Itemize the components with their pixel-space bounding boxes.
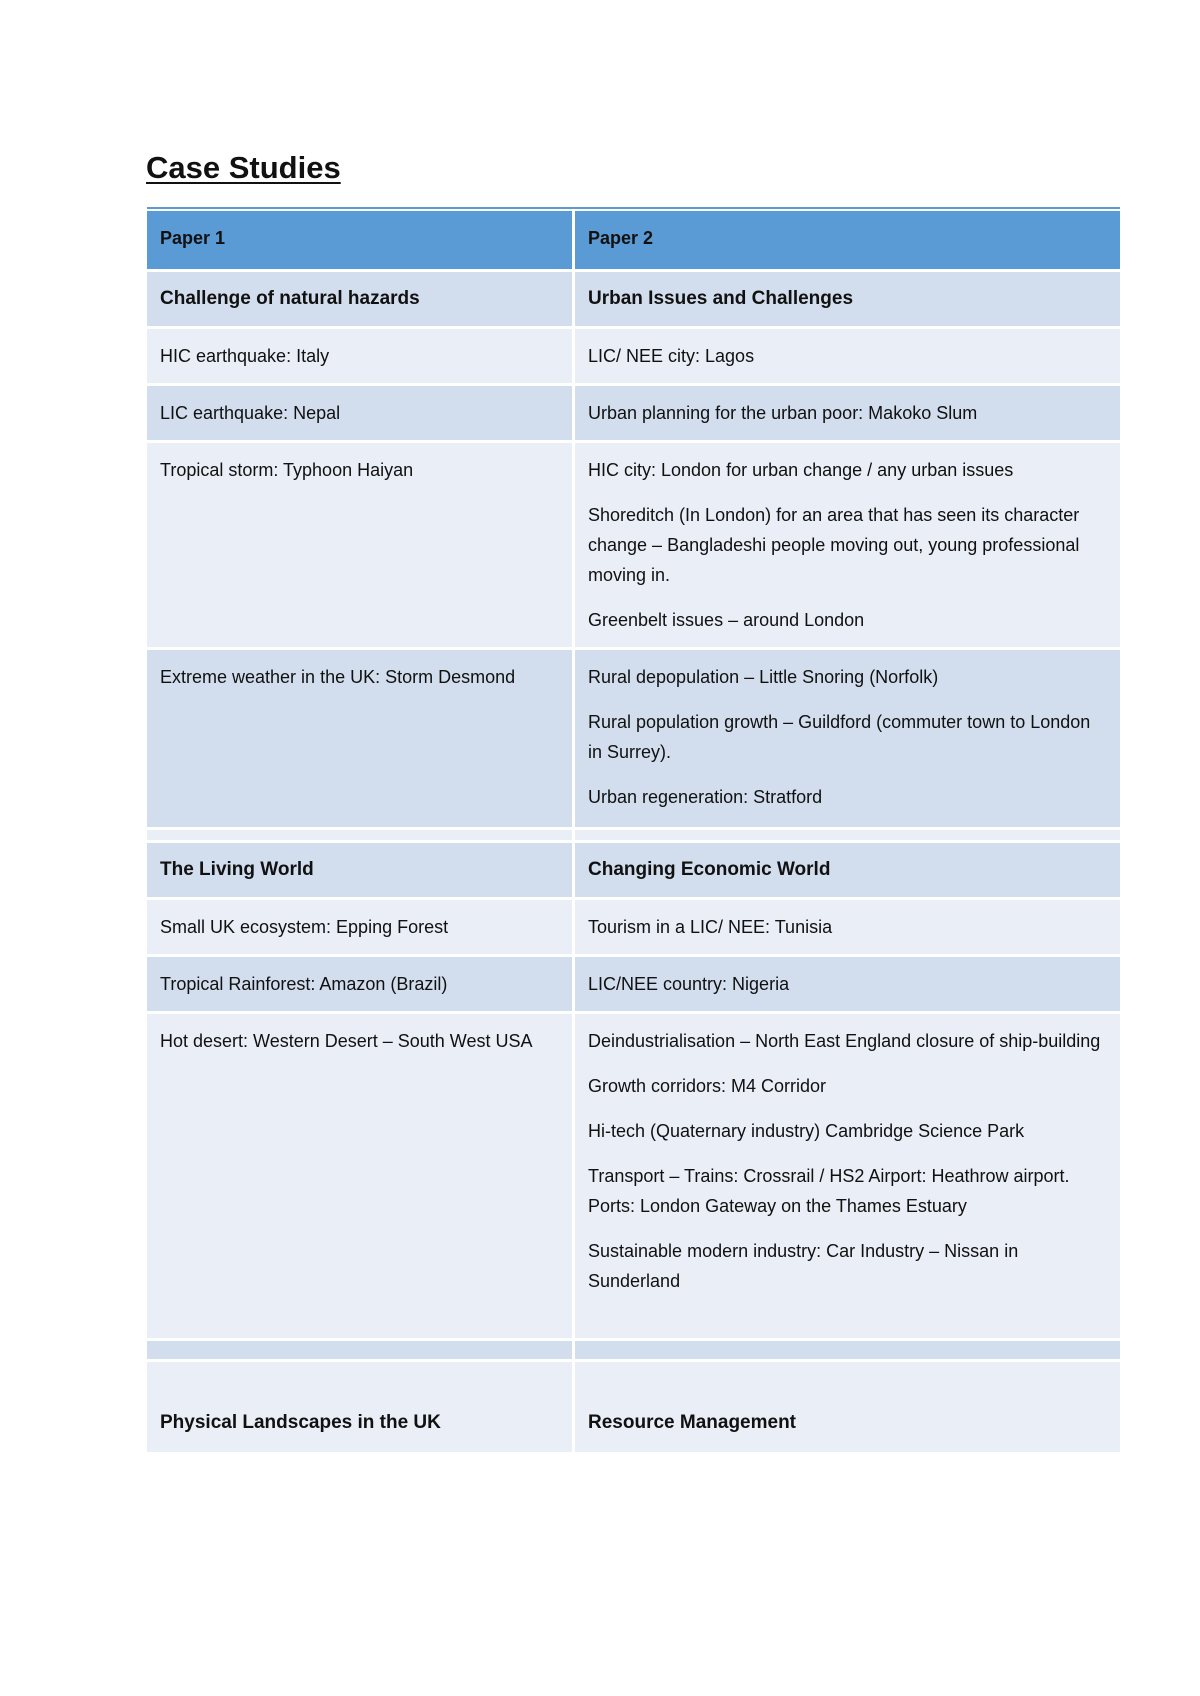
section-heading-paper-2: Changing Economic World xyxy=(575,843,1120,900)
header-paper-2: Paper 2 xyxy=(575,211,1120,272)
table-header-row xyxy=(147,211,1120,272)
paper-2-cell: HIC city: London for urban change / any urban issues Shoreditch (In London) for an area that has seen its character change – Bangladeshi people moving out, young professional moving in. Greenbelt issues – around London xyxy=(575,443,1120,650)
spacer-cell xyxy=(575,830,1120,843)
spacer-row xyxy=(147,1341,1120,1362)
case-studies-table-container xyxy=(147,207,1120,1455)
spacer-cell xyxy=(575,1341,1120,1362)
case-studies-table xyxy=(147,211,1120,1455)
table-row xyxy=(147,900,1120,957)
paper-2-cell: LIC/ NEE city: Lagos xyxy=(575,329,1120,386)
section-row xyxy=(147,272,1120,329)
paper-1-cell: Small UK ecosystem: Epping Forest xyxy=(147,900,575,957)
paper-1-cell: Hot desert: Western Desert – South West USA xyxy=(147,1014,575,1341)
paper-1-cell: LIC earthquake: Nepal xyxy=(147,386,575,443)
paper-2-cell: LIC/NEE country: Nigeria xyxy=(575,957,1120,1014)
spacer-row xyxy=(147,830,1120,843)
section-row xyxy=(147,1362,1120,1455)
paper-1-cell: Tropical storm: Typhoon Haiyan xyxy=(147,443,575,650)
table-row xyxy=(147,386,1120,443)
paper-1-cell: Tropical Rainforest: Amazon (Brazil) xyxy=(147,957,575,1014)
header-paper-1: Paper 1 xyxy=(147,211,575,272)
page-title: Case Studies xyxy=(146,150,341,185)
section-row xyxy=(147,843,1120,900)
spacer-cell xyxy=(147,1341,575,1362)
paper-2-cell: Rural depopulation – Little Snoring (Norfolk) Rural population growth – Guildford (commuter town to London in Surrey). Urban regeneration: Stratford xyxy=(575,650,1120,830)
table-row xyxy=(147,650,1120,830)
section-heading-paper-2: Resource Management xyxy=(575,1362,1120,1455)
paper-2-cell: Urban planning for the urban poor: Makoko Slum xyxy=(575,386,1120,443)
table-row xyxy=(147,957,1120,1014)
paper-1-cell: HIC earthquake: Italy xyxy=(147,329,575,386)
spacer-cell xyxy=(147,830,575,843)
section-heading-paper-1: Challenge of natural hazards xyxy=(147,272,575,329)
table-row xyxy=(147,1014,1120,1341)
paper-2-cell: Deindustrialisation – North East England closure of ship-building Growth corridors: M4 Corridor Hi-tech (Quaternary industry) Cambridge Science Park Transport – Trains: Crossrail / HS2 Airport: Heathrow airport. Ports: London Gateway on the Thames Estuary Sustainable modern industry: Car Industry – Nissan in Sunderland xyxy=(575,1014,1120,1341)
section-heading-paper-1: Physical Landscapes in the UK xyxy=(147,1362,575,1455)
section-heading-paper-2: Urban Issues and Challenges xyxy=(575,272,1120,329)
paper-1-cell: Extreme weather in the UK: Storm Desmond xyxy=(147,650,575,830)
table-row xyxy=(147,329,1120,386)
section-heading-paper-1: The Living World xyxy=(147,843,575,900)
table-row xyxy=(147,443,1120,650)
paper-2-cell: Tourism in a LIC/ NEE: Tunisia xyxy=(575,900,1120,957)
